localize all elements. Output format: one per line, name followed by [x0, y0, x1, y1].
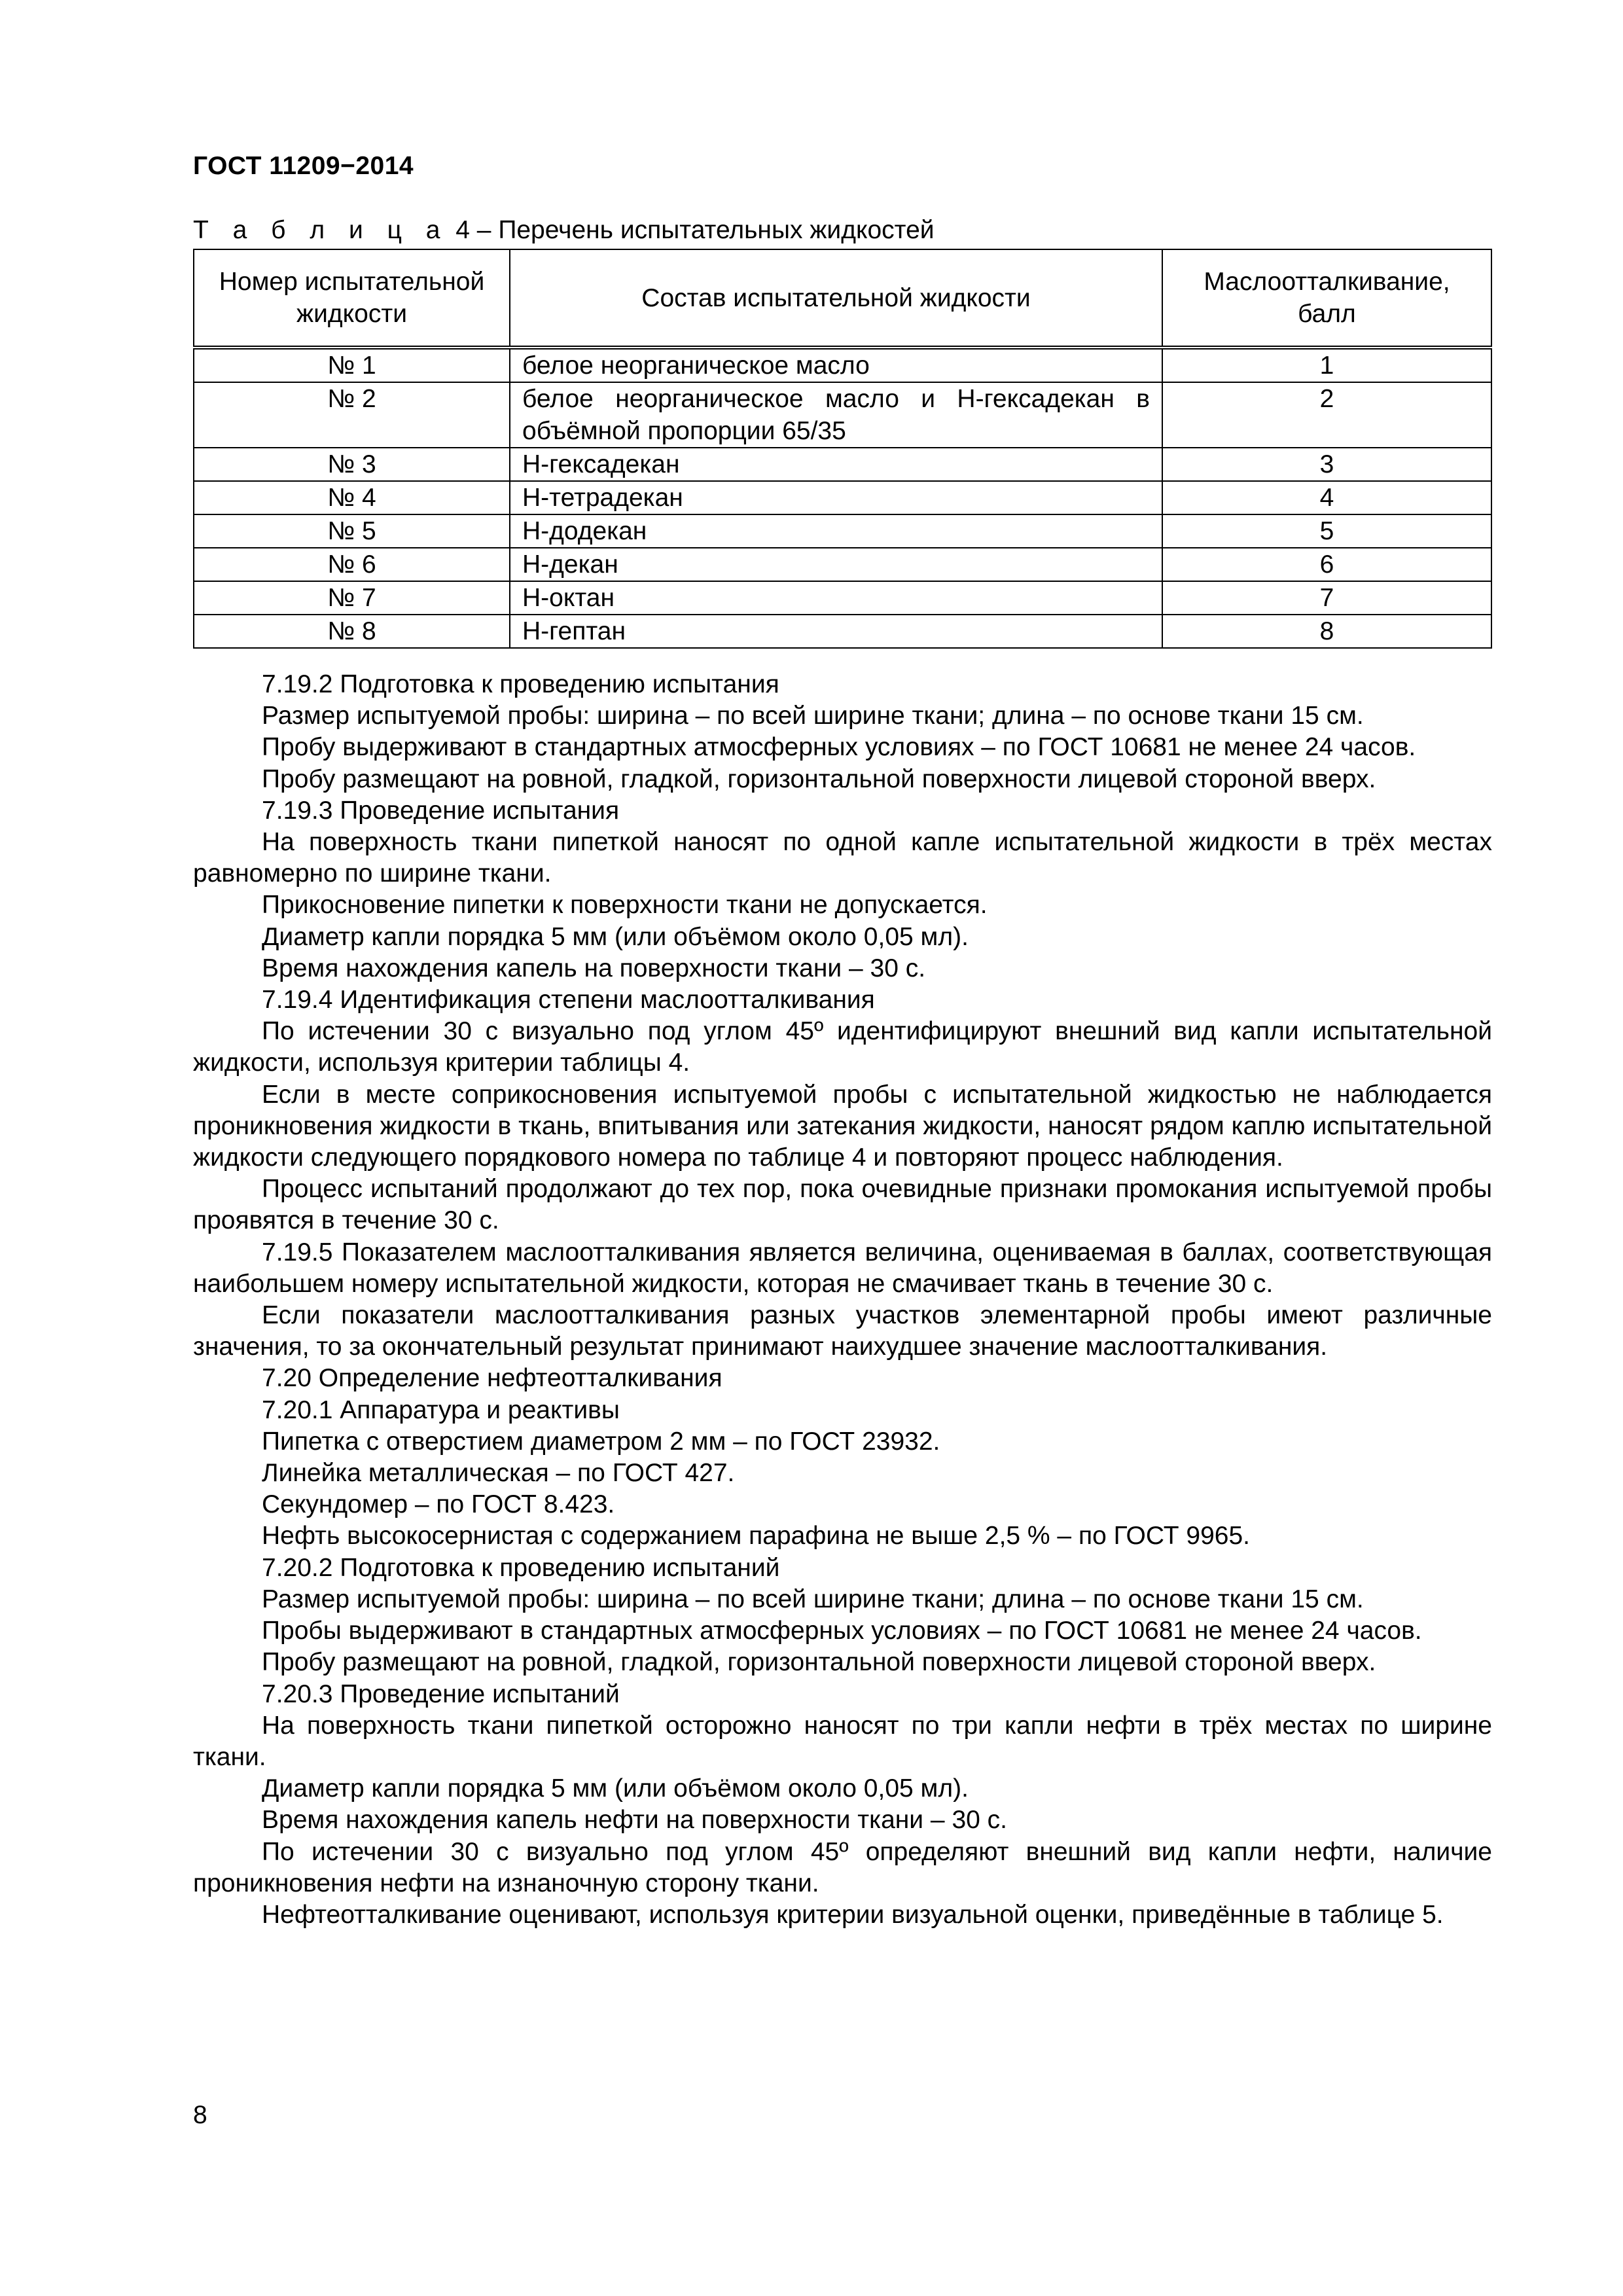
table-row — [194, 382, 1491, 448]
cell-score: 3 — [1162, 448, 1491, 481]
column-header-number: Номер испытательной жидкости — [194, 249, 510, 348]
table-row — [194, 581, 1491, 615]
paragraph: Размер испытуемой пробы: ширина – по всей ширине ткани; длина – по основе ткани 15 см. — [262, 702, 1364, 730]
cell-composition: Н-декан — [510, 548, 1162, 581]
cell-composition: Н-гексадекан — [510, 448, 1162, 481]
table-header-row — [194, 249, 1491, 348]
cell-composition: Н-октан — [510, 581, 1162, 615]
cell-composition: белое неорганическое масло — [510, 348, 1162, 382]
paragraph: Если показатели маслоотталкивания разных участков элементарной пробы имеют различные значения, то за окончательный результат принимают наихудшее значение маслоотталкивания. — [193, 1301, 1492, 1361]
cell-score: 7 — [1162, 581, 1491, 615]
paragraph: 7.20.1 Аппаратура и реактивы — [262, 1395, 620, 1424]
paragraph: По истечении 30 с визуально под углом 45º определяют внешний вид капли нефти, наличие проникновения нефти на изнаночную сторону ткани. — [193, 1837, 1492, 1897]
cell-composition: белое неорганическое масло и Н-гексадекан в объёмной пропорции 65/35 — [510, 382, 1162, 448]
cell-composition: Н-гептан — [510, 615, 1162, 648]
paragraph: Линейка металлическая – по ГОСТ 427. — [262, 1459, 735, 1488]
table-row — [194, 481, 1491, 514]
paragraph: 7.19.4 Идентификация степени маслоотталкивания — [262, 986, 875, 1014]
paragraph: Секундомер – по ГОСТ 8.423. — [262, 1490, 615, 1519]
cell-composition: Н-тетрадекан — [510, 481, 1162, 514]
column-header-composition: Состав испытательной жидкости — [510, 249, 1162, 348]
table-caption — [193, 216, 935, 245]
cell-score: 5 — [1162, 514, 1491, 548]
liquids-table — [193, 249, 1492, 649]
paragraph: Пипетка с отверстием диаметром 2 мм – по ГОСТ 23932. — [262, 1427, 940, 1456]
paragraph: 7.19.3 Проведение испытания — [262, 796, 620, 825]
paragraph: 7.19.2 Подготовка к проведению испытания — [262, 670, 779, 698]
paragraph: Размер испытуемой пробы: ширина – по всей ширине ткани; длина – по основе ткани 15 см. — [262, 1585, 1364, 1613]
paragraph: По истечении 30 с визуально под углом 45º идентифицируют внешний вид капли испытательной жидкости, используя критерии таблицы 4. — [193, 1017, 1492, 1077]
paragraph: 7.20.3 Проведение испытаний — [262, 1679, 620, 1708]
cell-score: 8 — [1162, 615, 1491, 648]
paragraph: Нефтеотталкивание оценивают, используя критерии визуальной оценки, приведённые в таблице 5. — [262, 1900, 1444, 1929]
paragraph: Пробы выдерживают в стандартных атмосферных условиях – по ГОСТ 10681 не менее 24 часов. — [262, 1617, 1422, 1645]
cell-number: № 6 — [194, 548, 510, 581]
paragraph: Нефть высокосернистая с содержанием парафина не выше 2,5 % – по ГОСТ 9965. — [262, 1522, 1250, 1551]
table-row — [194, 514, 1491, 548]
cell-score: 1 — [1162, 348, 1491, 382]
cell-number: № 2 — [194, 382, 510, 448]
paragraph: Диаметр капли порядка 5 мм (или объёмом около 0,05 мл). — [262, 1774, 969, 1803]
table-caption-label: Т а б л и ц а — [193, 216, 449, 244]
paragraph: 7.20.2 Подготовка к проведению испытаний — [262, 1553, 780, 1582]
cell-number: № 4 — [194, 481, 510, 514]
paragraph: 7.19.5 Показателем маслоотталкивания является величина, оцениваемая в баллах, соответствующая наибольшем номеру испытательной жидкости, которая не смачивает ткань в течение 30 с. — [193, 1238, 1492, 1298]
paragraph: Пробу размещают на ровной, гладкой, горизонтальной поверхности лицевой стороной вверх. — [262, 764, 1376, 793]
table-caption-title: 4 – Перечень испытательных жидкостей — [448, 216, 935, 244]
paragraph: На поверхность ткани пипеткой осторожно наносят по три капли нефти в трёх местах по ширине ткани. — [193, 1711, 1492, 1771]
table-row — [194, 615, 1491, 648]
paragraph: Диаметр капли порядка 5 мм (или объёмом около 0,05 мл). — [262, 922, 969, 951]
paragraph: 7.20 Определение нефтеотталкивания — [262, 1364, 722, 1393]
table-row — [194, 448, 1491, 481]
cell-score: 4 — [1162, 481, 1491, 514]
document-header: ГОСТ 11209−2014 — [193, 152, 414, 180]
cell-composition: Н-додекан — [510, 514, 1162, 548]
paragraph: Процесс испытаний продолжают до тех пор, пока очевидные признаки промокания испытуемой пробы проявятся в течение 30 с. — [193, 1175, 1492, 1235]
paragraph: Если в месте соприкосновения испытуемой пробы с испытательной жидкостью не наблюдается проникновения жидкости в ткань, впитывания или затекания жидкости, наносят рядом каплю испытательной жидкости следующего порядкового номера по таблице 4 и повторяют процесс наблюдения. — [193, 1080, 1492, 1172]
paragraph: На поверхность ткани пипеткой наносят по одной капле испытательной жидкости в трёх местах равномерно по ширине ткани. — [193, 828, 1492, 888]
paragraph: Время нахождения капель нефти на поверхности ткани – 30 с. — [262, 1806, 1007, 1835]
table-row — [194, 548, 1491, 581]
paragraph: Пробу размещают на ровной, гладкой, горизонтальной поверхности лицевой стороной вверх. — [262, 1648, 1376, 1677]
paragraph: Прикосновение пипетки к поверхности ткани не допускается. — [262, 891, 988, 920]
paragraph: Пробу выдерживают в стандартных атмосферных условиях – по ГОСТ 10681 не менее 24 часов. — [262, 733, 1416, 762]
cell-number: № 1 — [194, 348, 510, 382]
cell-number: № 5 — [194, 514, 510, 548]
cell-score: 6 — [1162, 548, 1491, 581]
paragraph: Время нахождения капель на поверхности ткани – 30 с. — [262, 954, 926, 982]
table-row — [194, 348, 1491, 382]
cell-number: № 8 — [194, 615, 510, 648]
cell-score: 2 — [1162, 382, 1491, 448]
page-number: 8 — [193, 2101, 207, 2129]
body-text — [193, 669, 1492, 1931]
cell-number: № 7 — [194, 581, 510, 615]
cell-number: № 3 — [194, 448, 510, 481]
column-header-score: Маслоотталкивание, балл — [1162, 249, 1491, 348]
